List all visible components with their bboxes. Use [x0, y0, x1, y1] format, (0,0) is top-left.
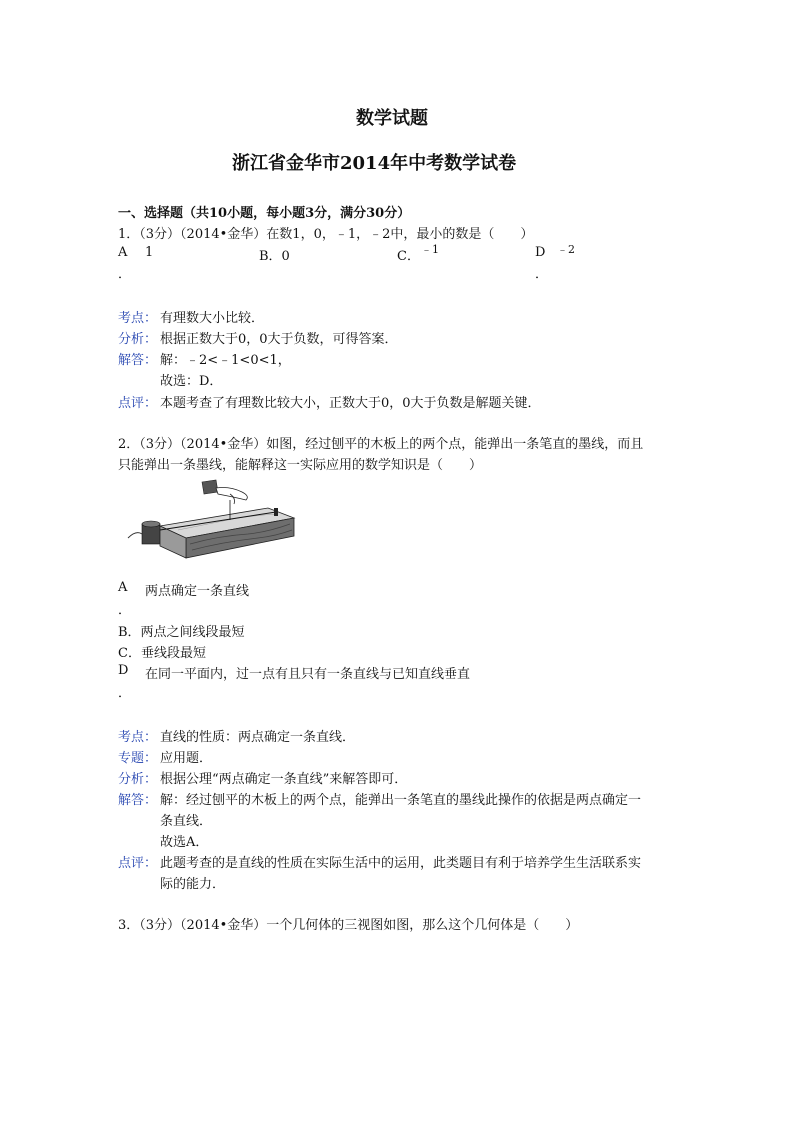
q2-option-a-text: 两点确定一条直线 [145, 584, 250, 599]
q1-option-d-dot: ． [535, 267, 549, 282]
q2-option-a-letter: A [118, 580, 128, 595]
q1-option-d-letter: D [535, 245, 546, 260]
q2-dianping-label: 点评： [118, 856, 158, 871]
q1-option-c-text: ﹣1 [421, 243, 439, 256]
page-title: 数学试题 [356, 108, 428, 129]
q2-jieda-label: 解答： [118, 793, 158, 808]
q2-kaodian-label: 考点： [118, 730, 158, 745]
q1-jieda-line1: 解：﹣2<﹣1<0<1， [160, 353, 291, 368]
q1-option-a-letter: A [118, 245, 128, 260]
q2-kaodian: 直线的性质：两点确定一条直线． [160, 730, 356, 745]
q1-jieda-label: 解答： [118, 353, 158, 368]
question-2-stem-line2: 只能弹出一条墨线，能解释这一实际应用的数学知识是（ ） [118, 458, 483, 473]
q1-jieda-line2: 故选：D． [160, 374, 223, 389]
q2-jieda-line1: 解：经过刨平的木板上的两个点，能弹出一条笔直的墨线此操作的依据是两点确定一 [160, 793, 642, 808]
q2-zhuanti: 应用题． [160, 751, 213, 766]
q1-kaodian-label: 考点： [118, 311, 158, 326]
q1-dianping-label: 点评： [118, 396, 158, 411]
q2-fenxi: 根据公理“两点确定一条直线”来解答即可． [160, 772, 408, 787]
q2-jieda-line3: 故选A． [160, 835, 209, 850]
q2-option-d-text: 在同一平面内，过一点有且只有一条直线与已知直线垂直 [145, 667, 471, 682]
q1-option-b: B．0 [259, 249, 290, 264]
q1-option-d-text: ﹣2 [557, 243, 575, 256]
q2-zhuanti-label: 专题： [118, 751, 158, 766]
q1-fenxi: 根据正数大于0，0大于负数，可得答案． [160, 332, 398, 347]
q1-option-a-dot: ． [118, 267, 132, 282]
section-heading: 一、选择题（共10小题，每小题3分，满分30分） [118, 206, 411, 221]
question-1-stem: 1．（3分）（2014•金华）在数1，0，﹣1，﹣2中，最小的数是（ ） [118, 227, 534, 242]
q2-jieda-line2: 条直线． [160, 814, 213, 829]
question-2-stem-line1: 2．（3分）（2014•金华）如图，经过刨平的木板上的两个点，能弹出一条笔直的墨线，而且 [118, 437, 644, 452]
exam-title: 浙江省金华市2014年中考数学试卷 [232, 153, 517, 174]
q1-option-a-text: 1 [145, 245, 154, 260]
q2-option-b: B．两点之间线段最短 [118, 625, 245, 640]
q2-option-c: C．垂线段最短 [118, 646, 206, 661]
wood-board-ink-line-illustration [118, 478, 296, 566]
q2-option-d-dot: ． [118, 686, 132, 701]
q2-dianping-line1: 此题考查的是直线的性质在实际生活中的运用，此类题目有利于培养学生生活联系实 [160, 856, 642, 871]
q2-option-d-letter: D [118, 663, 129, 678]
q1-fenxi-label: 分析： [118, 332, 158, 347]
q2-dianping-line2: 际的能力． [160, 877, 226, 892]
q1-kaodian: 有理数大小比较． [160, 311, 265, 326]
q1-option-c-letter: C． [397, 249, 420, 264]
q1-dianping: 本题考查了有理数比较大小，正数大于0，0大于负数是解题关键． [160, 396, 541, 411]
question-3-stem: 3．（3分）（2014•金华）一个几何体的三视图如图，那么这个几何体是（ ） [118, 918, 579, 933]
q2-fenxi-label: 分析： [118, 772, 158, 787]
q2-option-a-dot: ． [118, 603, 132, 618]
